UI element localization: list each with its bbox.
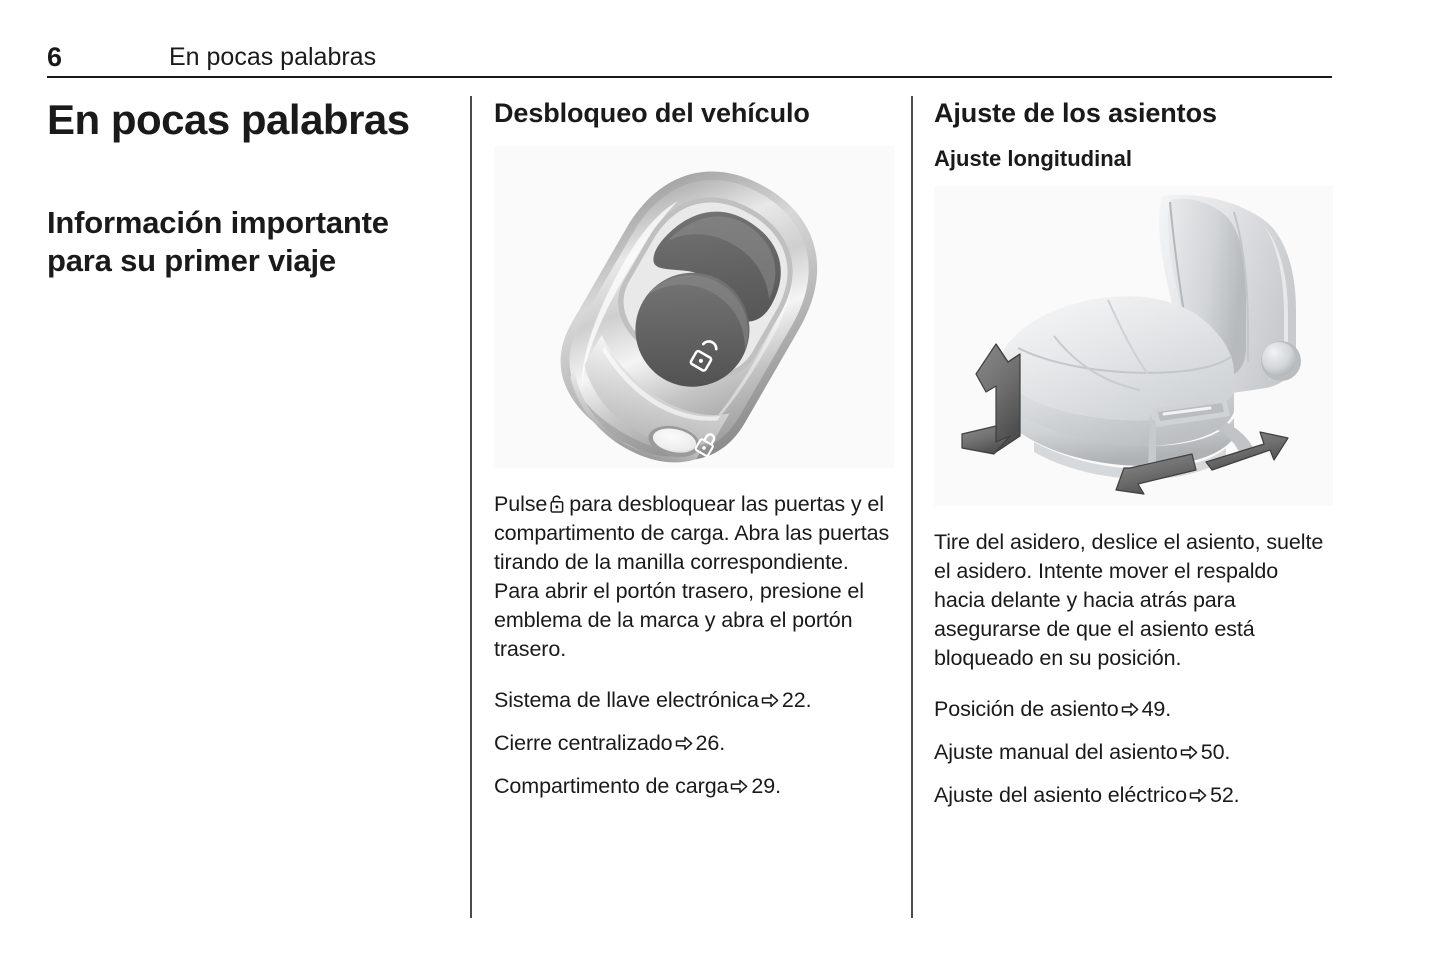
cross-reference-arrow-icon: [1189, 787, 1207, 804]
cross-reference-item: [934, 781, 1334, 810]
cross-reference-item: [494, 772, 894, 801]
spacer: [934, 673, 1334, 695]
cross-reference-label: Compartimento de carga: [494, 774, 729, 798]
cross-reference-page: 26.: [695, 731, 726, 755]
cross-reference-item: [934, 695, 1334, 724]
cross-reference-label: Ajuste del asiento eléctrico: [934, 783, 1187, 807]
cross-reference-page: 52.: [1209, 783, 1240, 807]
section-title-line-2: para su primer viaje: [47, 243, 336, 278]
seat-adjustment-heading: Ajuste de los asientos: [934, 98, 1217, 128]
cross-reference-page: 49.: [1141, 697, 1172, 721]
page-header: [47, 40, 1332, 78]
middle-column: [494, 96, 894, 801]
cross-reference-label: Cierre centralizado: [494, 731, 673, 755]
cross-reference-arrow-icon: [730, 778, 748, 795]
unlock-vehicle-heading: Desbloqueo del vehículo: [494, 98, 810, 128]
cross-reference-item: [494, 729, 894, 758]
cross-reference-arrow-icon: [1121, 701, 1139, 718]
longitudinal-adjustment-subheading: Ajuste longitudinal: [934, 146, 1132, 171]
section-title-line-1: Información importante: [47, 205, 389, 240]
page-number: 6: [47, 42, 63, 72]
cross-reference-page: 22.: [781, 688, 812, 712]
seat-figure: [934, 186, 1333, 506]
right-column: [934, 96, 1334, 810]
chapter-title: En pocas palabras: [47, 96, 410, 143]
spacer: [934, 130, 1334, 144]
cross-reference-arrow-icon: [675, 735, 693, 752]
cross-reference-page: 29.: [751, 774, 782, 798]
spacer: [47, 144, 452, 204]
cross-reference-label: Posición de asiento: [934, 697, 1119, 721]
cross-reference-label: Sistema de llave electrónica: [494, 688, 759, 712]
key-fob-figure: [494, 146, 894, 468]
seat-instructions-paragraph: Tire del asidero, deslice el asiento, suelte el asidero. Intente mover el respaldo hacia delante y hacia atrás para asegurarse de que el asiento está bloqueado en su posición.: [934, 530, 1324, 670]
cross-reference-arrow-icon: [1180, 744, 1198, 761]
spacer: [934, 506, 1334, 528]
unlock-instructions-paragraph: [494, 490, 894, 664]
paragraph-body: para desbloquear las puertas y el compartimento de carga. Abra las puertas tirando de la manilla correspondiente. Para abrir el portón trasero, presione el emblema de la marca y abra el portón trasero.: [494, 492, 890, 661]
header-title: En pocas palabras: [169, 43, 377, 71]
cross-reference-item: [494, 686, 894, 715]
left-column: [47, 96, 452, 280]
spacer: [494, 664, 894, 686]
cross-reference-arrow-icon: [761, 692, 779, 709]
paragraph-prefix: Pulse: [494, 492, 548, 516]
unlock-icon: [549, 494, 566, 515]
spacer: [494, 468, 894, 490]
cross-reference-item: [934, 738, 1334, 767]
cross-reference-page: 50.: [1200, 740, 1231, 764]
column-divider-right: [911, 96, 913, 918]
cross-reference-label: Ajuste manual del asiento: [934, 740, 1178, 764]
column-divider-left: [470, 96, 472, 918]
